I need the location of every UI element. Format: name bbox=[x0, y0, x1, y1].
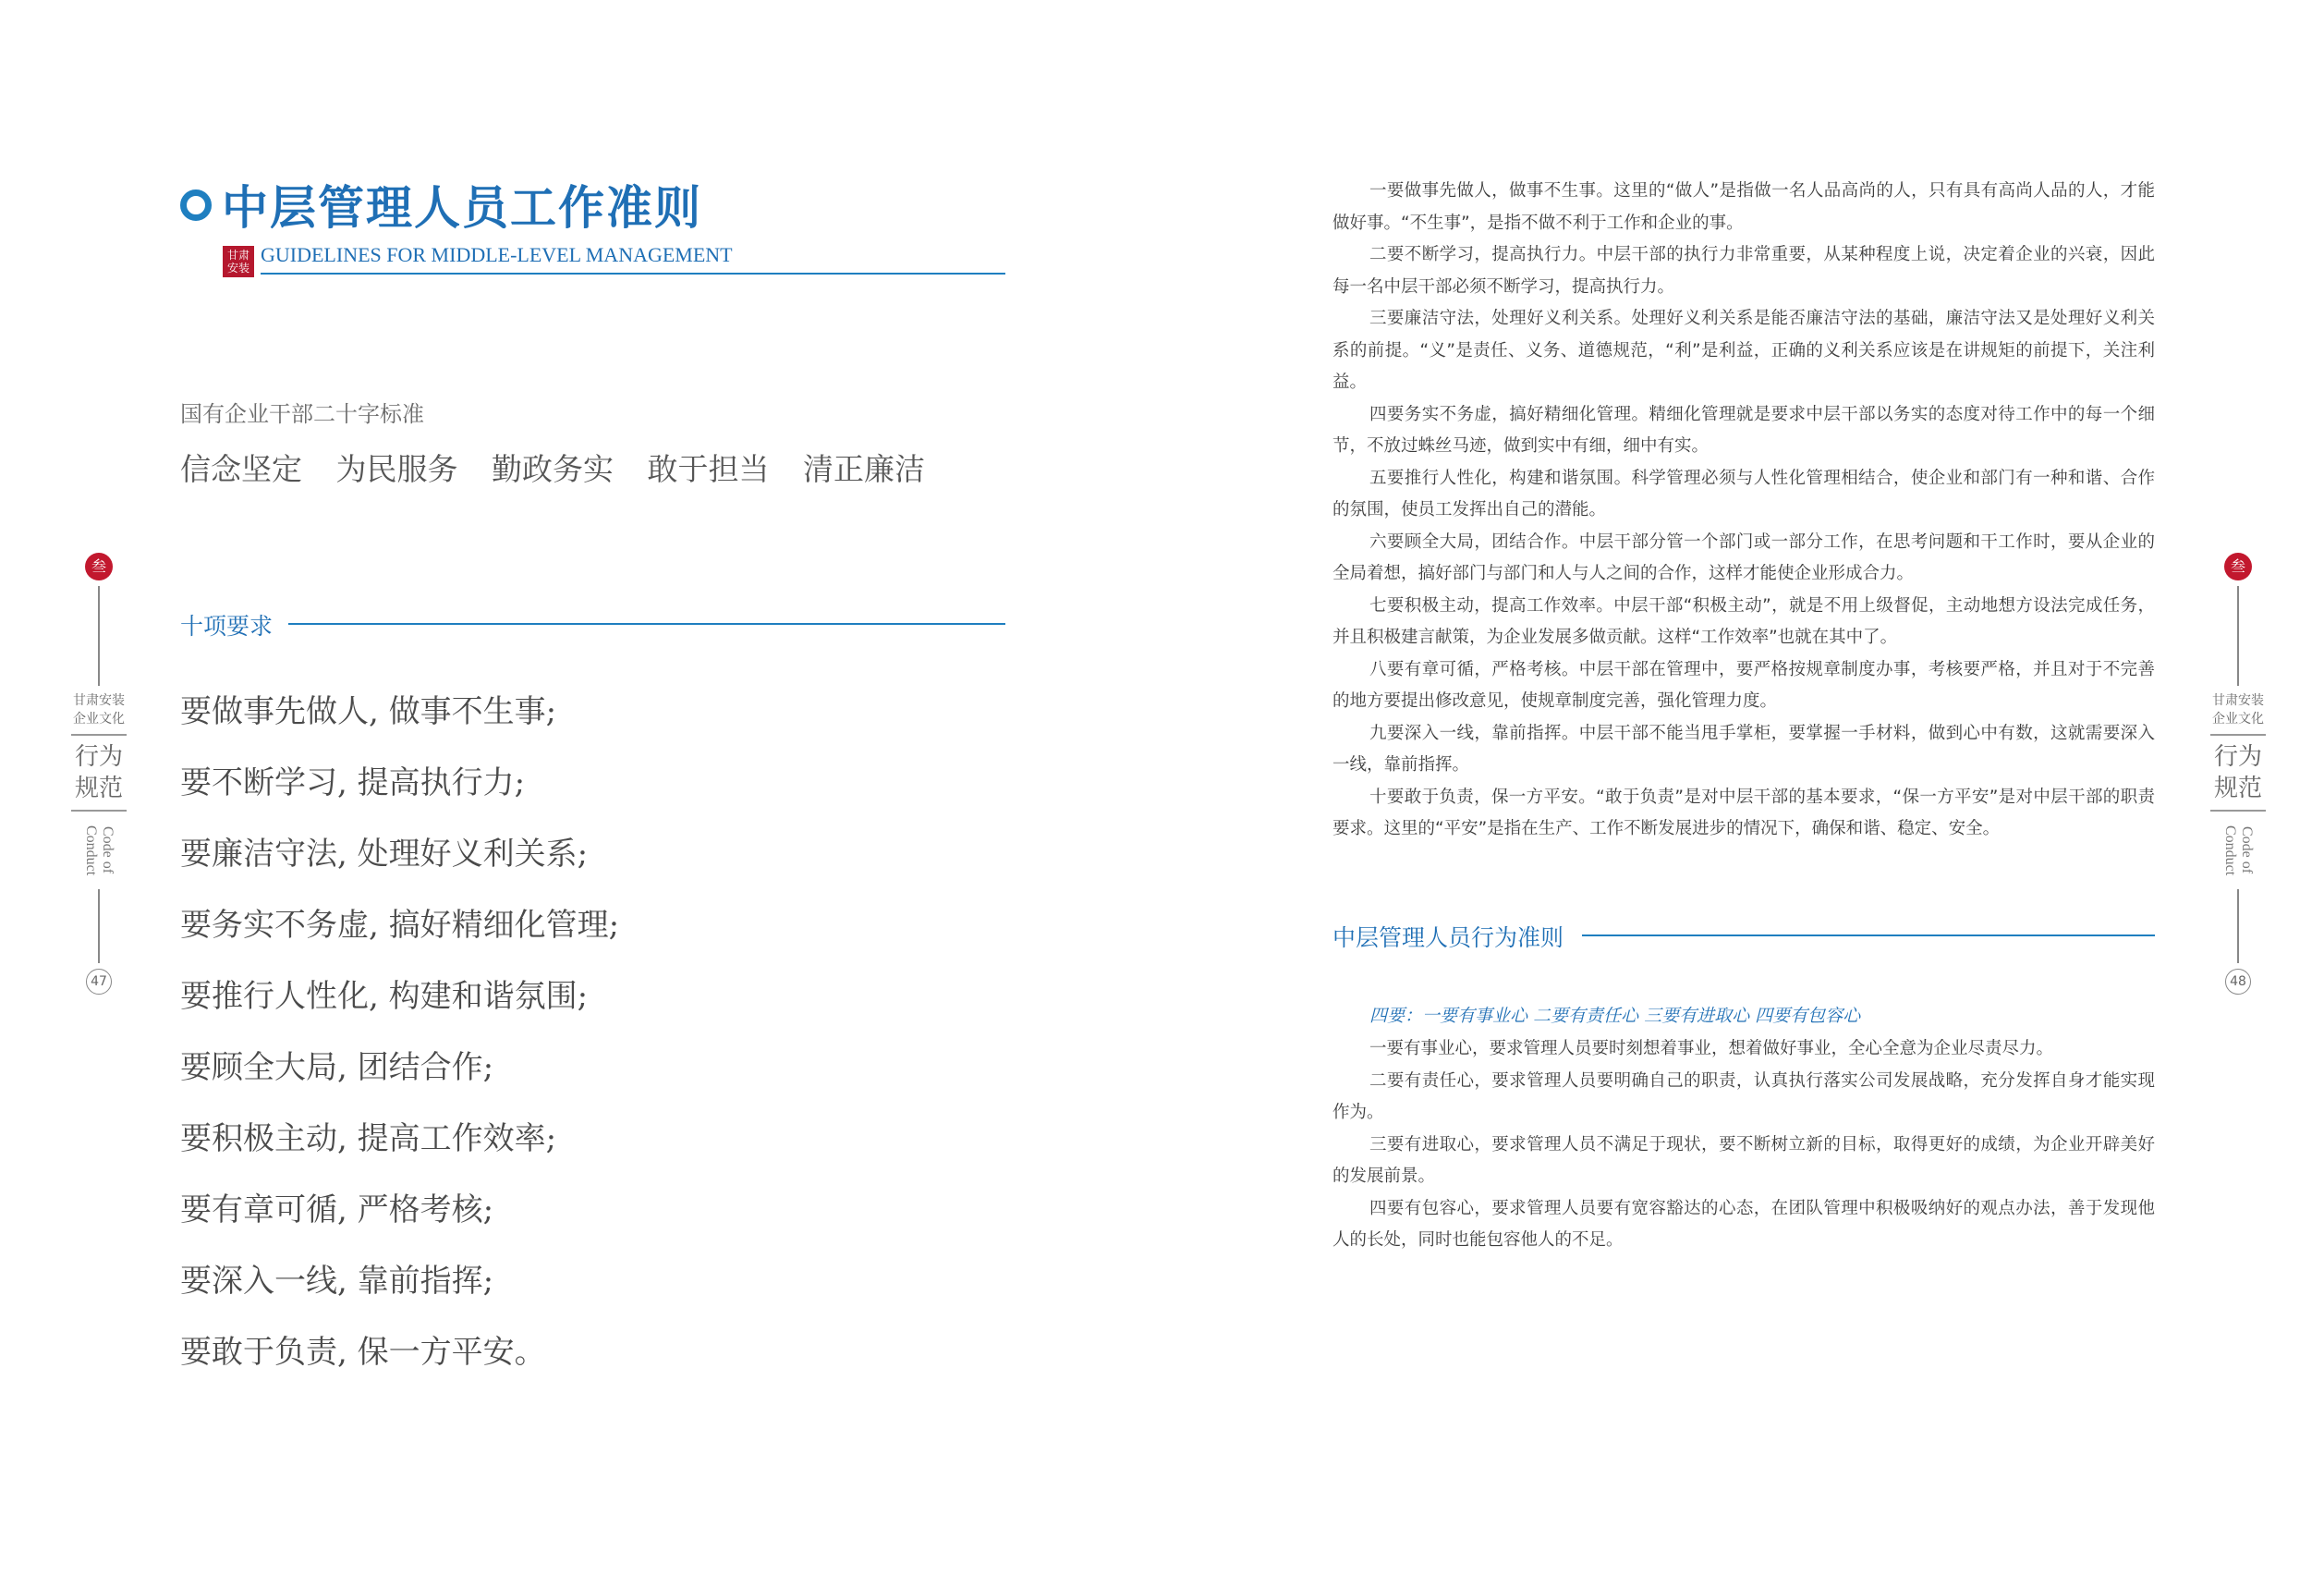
conduct-divider bbox=[1582, 934, 2155, 936]
four-requirements-body bbox=[1332, 1033, 2155, 1257]
explanation-paragraph: 九要深入一线，靠前指挥。中层干部不能当甩手掌柜，要掌握一手材料，做到心中有数，这就需要深入一线，靠前指挥。 bbox=[1332, 723, 2155, 775]
explanation-paragraph: 七要积极主动，提高工作效率。中层干部“积极主动”，就是不用上级督促，主动地想方设法完成任务，并且积极建言献策，为企业发展多做贡献。这样“工作效率”也就在其中了。 bbox=[1332, 595, 2155, 647]
section-name-line1: 行为 bbox=[74, 743, 123, 771]
requirement-item: 要有章可循, 严格考核; bbox=[180, 1191, 494, 1228]
side-divider bbox=[2237, 889, 2239, 963]
requirements-divider bbox=[288, 623, 1005, 625]
requirement-item: 要务实不务虚, 搞好精细化管理; bbox=[180, 907, 620, 944]
page-title: 中层管理人员工作准则 bbox=[222, 180, 702, 235]
standard-item: 信念坚定 bbox=[180, 451, 302, 487]
side-divider bbox=[98, 889, 100, 963]
standard-item: 敢于担当 bbox=[647, 451, 770, 487]
company-name: 甘肃安装 bbox=[73, 693, 125, 708]
side-tab-right bbox=[2206, 553, 2270, 995]
company-logo: 甘肃 安装 bbox=[223, 246, 254, 277]
requirement-item: 要廉洁守法, 处理好义利关系; bbox=[180, 836, 589, 873]
page-number: 48 bbox=[2225, 969, 2251, 995]
side-rule bbox=[2210, 734, 2266, 736]
standard-items bbox=[180, 446, 949, 489]
culture-label: 企业文化 bbox=[2212, 712, 2264, 727]
section-name-line2: 规范 bbox=[74, 775, 123, 802]
page-number: 47 bbox=[86, 969, 112, 995]
conduct-paragraph: 二要有责任心，要求管理人员要明确自己的职责，认真执行落实公司发展战略，充分发挥自身才能实现作为。 bbox=[1332, 1070, 2155, 1122]
side-rule bbox=[71, 810, 127, 812]
conduct-paragraph: 三要有进取心，要求管理人员不满足于现状，要不断树立新的目标，取得更好的成绩，为企业开辟美好的发展前景。 bbox=[1332, 1134, 2155, 1186]
title-ring-icon bbox=[180, 189, 212, 221]
requirement-item: 要做事先做人, 做事不生事; bbox=[180, 693, 557, 730]
side-tab-left bbox=[67, 553, 131, 995]
requirement-item: 要不断学习, 提高执行力; bbox=[180, 764, 526, 801]
section-seal-icon: 叁 bbox=[2224, 553, 2252, 580]
subtitle-divider bbox=[261, 273, 1005, 275]
requirement-item: 要敢于负责, 保一方平安。 bbox=[180, 1334, 546, 1371]
section-seal-icon: 叁 bbox=[85, 553, 113, 580]
explanation-paragraph: 三要廉洁守法，处理好义利关系。处理好义利关系是能否廉洁守法的基础，廉洁守法又是处理好义利关系的前提。“义”是责任、义务、道德规范，“利”是利益，正确的义利关系应该是在讲规矩的前提下，关注利益。 bbox=[1332, 309, 2155, 392]
conduct-heading: 中层管理人员行为准则 bbox=[1332, 924, 1564, 951]
standard-item: 清正廉洁 bbox=[803, 451, 925, 487]
side-rule bbox=[2210, 810, 2266, 812]
company-name: 甘肃安装 bbox=[2212, 693, 2264, 708]
page-subtitle: GUIDELINES FOR MIDDLE-LEVEL MANAGEMENT bbox=[261, 243, 733, 266]
section-name-line1: 行为 bbox=[2213, 743, 2262, 771]
standard-item: 勤政务实 bbox=[492, 451, 614, 487]
requirement-item: 要深入一线, 靠前指挥; bbox=[180, 1263, 494, 1300]
requirement-item: 要积极主动, 提高工作效率; bbox=[180, 1120, 557, 1157]
explanation-paragraph: 六要顾全大局，团结合作。中层干部分管一个部门或一部分工作，在思考问题和干工作时，要从企业的全局着想，搞好部门与部门和人与人之间的合作，这样才能使企业形成合力。 bbox=[1332, 531, 2155, 583]
explanation-paragraph: 五要推行人性化，构建和谐氛围。科学管理必须与人性化管理相结合，使企业和部门有一种和谐、合作的氛围，使员工发挥出自己的潜能。 bbox=[1332, 468, 2155, 519]
conduct-paragraph: 四要有包容心，要求管理人员要有宽容豁达的心态，在团队管理中积极吸纳好的观点办法，善于发现他人的长处，同时也能包容他人的不足。 bbox=[1332, 1198, 2155, 1250]
explanation-paragraph: 二要不断学习，提高执行力。中层干部的执行力非常重要，从某种程度上说，决定着企业的兴衰，因此每一名中层干部必须不断学习，提高执行力。 bbox=[1332, 245, 2155, 297]
culture-label: 企业文化 bbox=[73, 712, 125, 727]
requirement-item: 要推行人性化, 构建和谐氛围; bbox=[180, 978, 589, 1015]
requirements-list bbox=[180, 686, 619, 1398]
side-rule bbox=[71, 734, 127, 736]
four-requirements-heading: 四要：一要有事业心 二要有责任心 三要有进取心 四要有包容心 bbox=[1369, 1006, 1861, 1026]
requirement-item: 要顾全大局, 团结合作; bbox=[180, 1049, 494, 1086]
english-section-name: Code of Conduct bbox=[83, 825, 116, 876]
standard-heading: 国有企业干部二十字标准 bbox=[180, 401, 424, 427]
english-section-name: Code of Conduct bbox=[2222, 825, 2255, 876]
requirements-heading: 十项要求 bbox=[180, 613, 274, 640]
side-divider bbox=[2237, 586, 2239, 686]
explanation-paragraph: 一要做事先做人，做事不生事。这里的“做人”是指做一名人品高尚的人，只有具有高尚人品的人，才能做好事。“不生事”，是指不做不利于工作和企业的事。 bbox=[1332, 181, 2155, 233]
section-name-line2: 规范 bbox=[2213, 775, 2262, 802]
standard-item: 为民服务 bbox=[335, 451, 458, 487]
explanations-body bbox=[1332, 176, 2155, 846]
explanation-paragraph: 十要敢于负责，保一方平安。“敢于负责”是对中层干部的基本要求，“保一方平安”是对中层干部的职责要求。这里的“平安”是指在生产、工作不断发展进步的情况下，确保和谐、稳定、安全。 bbox=[1332, 787, 2155, 838]
conduct-paragraph: 一要有事业心，要求管理人员要时刻想着事业，想着做好事业，全心全意为企业尽责尽力。 bbox=[1369, 1039, 2054, 1058]
explanation-paragraph: 八要有章可循，严格考核。中层干部在管理中，要严格按规章制度办事，考核要严格，并且对于不完善的地方要提出修改意见，使规章制度完善，强化管理力度。 bbox=[1332, 659, 2155, 711]
side-divider bbox=[98, 586, 100, 686]
explanation-paragraph: 四要务实不务虚，搞好精细化管理。精细化管理就是要求中层干部以务实的态度对待工作中的每一个细节，不放过蛛丝马迹，做到实中有细，细中有实。 bbox=[1332, 404, 2155, 456]
